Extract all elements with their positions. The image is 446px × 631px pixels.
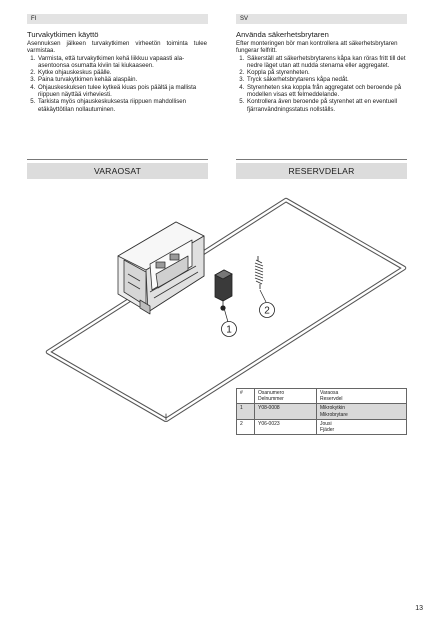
row-1-name	[317, 404, 407, 419]
row-2-name-fi: Jousi	[320, 420, 332, 427]
sv-step-5: 5. Kontrollera även beroende på styrenhet att en eventuell fjärranvändningsstatus nollställs.	[246, 98, 408, 113]
safety-switch-illustration	[0, 182, 446, 422]
header-part-number-fi: Osanumero	[258, 390, 285, 396]
row-1-code: Y08-0008	[255, 404, 317, 419]
sv-divider	[236, 159, 407, 160]
page-number: 13	[415, 605, 423, 612]
header-part-name-fi: Varaosa	[320, 390, 339, 396]
callout-2-label: 2	[264, 305, 270, 317]
spring-drawing	[255, 256, 263, 289]
header-part-number-sv: Delnummer	[258, 396, 284, 403]
row-1-name-sv: Mikrobrytare	[320, 411, 348, 418]
language-tab-fi: FI	[27, 14, 208, 24]
sv-step-2: 2. Koppla på styrenheten.	[246, 69, 408, 76]
header-part-name-sv: Reservdel	[320, 396, 343, 403]
row-1-number: 1	[237, 404, 255, 419]
header-part-number	[255, 389, 317, 404]
sv-steps	[236, 55, 408, 113]
callout-1	[222, 322, 237, 337]
switch-bracket-drawing	[118, 222, 204, 314]
header-number: #	[237, 389, 255, 404]
sv-instructions	[236, 30, 408, 113]
table-row	[237, 404, 407, 419]
row-2-name-sv: Fjäder	[320, 427, 335, 434]
fi-step-3: 3. Paina turvakytkimen kehää alaspäin.	[37, 76, 207, 83]
sv-step-3: 3. Tryck säkerhetsbrytarens kåpa nedåt.	[246, 76, 408, 83]
fi-step-5: 5. Tarkista myös ohjauskeskuksesta riippuen mahdollisen etäkäyttötilan nollautuminen.	[37, 98, 207, 113]
row-2-number: 2	[237, 419, 255, 434]
spare-parts-table	[236, 388, 407, 435]
language-tab-sv: SV	[236, 14, 407, 24]
callout-1-label: 1	[226, 324, 232, 336]
fi-step-4: 4. Ohjauskeskuksen tulee kytkeä kiuas pois päältä ja mallista riippuen näyttää virheviesti.	[37, 84, 207, 99]
row-2-name	[317, 419, 407, 434]
table-header-row	[237, 389, 407, 404]
fi-step-2: 2. Kytke ohjauskeskus päälle.	[37, 69, 207, 76]
fi-step-1: 1. Varmista, että turvakytkimen kehä liikkuu vapaasti ala-asentoonsa osumatta kiviin tai kiukaaseen.	[37, 55, 207, 70]
fi-steps	[27, 55, 207, 113]
sv-step-4: 4. Styrenheten ska koppla från aggregatet och beroende på modellen visas ett felmeddelande.	[246, 84, 408, 99]
guard-frame-drawing	[48, 200, 404, 420]
fi-instructions	[27, 30, 207, 113]
fi-intro: Asennuksen jälkeen turvakytkimen virheetön toiminta tulee varmistaa.	[27, 40, 207, 55]
sv-heading: Använda säkerhetsbrytaren	[236, 30, 329, 39]
fi-divider	[27, 159, 208, 160]
sv-intro: Efter monteringen bör man kontrollera att säkerhetsbrytaren fungerar felfritt.	[236, 40, 398, 55]
table-row	[237, 419, 407, 434]
callout-2	[260, 303, 275, 318]
fi-heading: Turvakytkimen käyttö	[27, 30, 99, 39]
header-part-name	[317, 389, 407, 404]
spare-parts-heading-fi: VARAOSAT	[27, 163, 208, 179]
row-2-code: Y06-0023	[255, 419, 317, 434]
spare-parts-heading-sv: RESERVDELAR	[236, 163, 407, 179]
microswitch-drawing	[215, 270, 232, 310]
row-1-name-fi: Mikrokytkin	[320, 405, 346, 412]
sv-step-1: 1. Säkerställ att säkerhetsbrytarens kåpa kan röras fritt till det nedre läget utan att nudda stenarna eller aggregatet.	[246, 55, 408, 70]
